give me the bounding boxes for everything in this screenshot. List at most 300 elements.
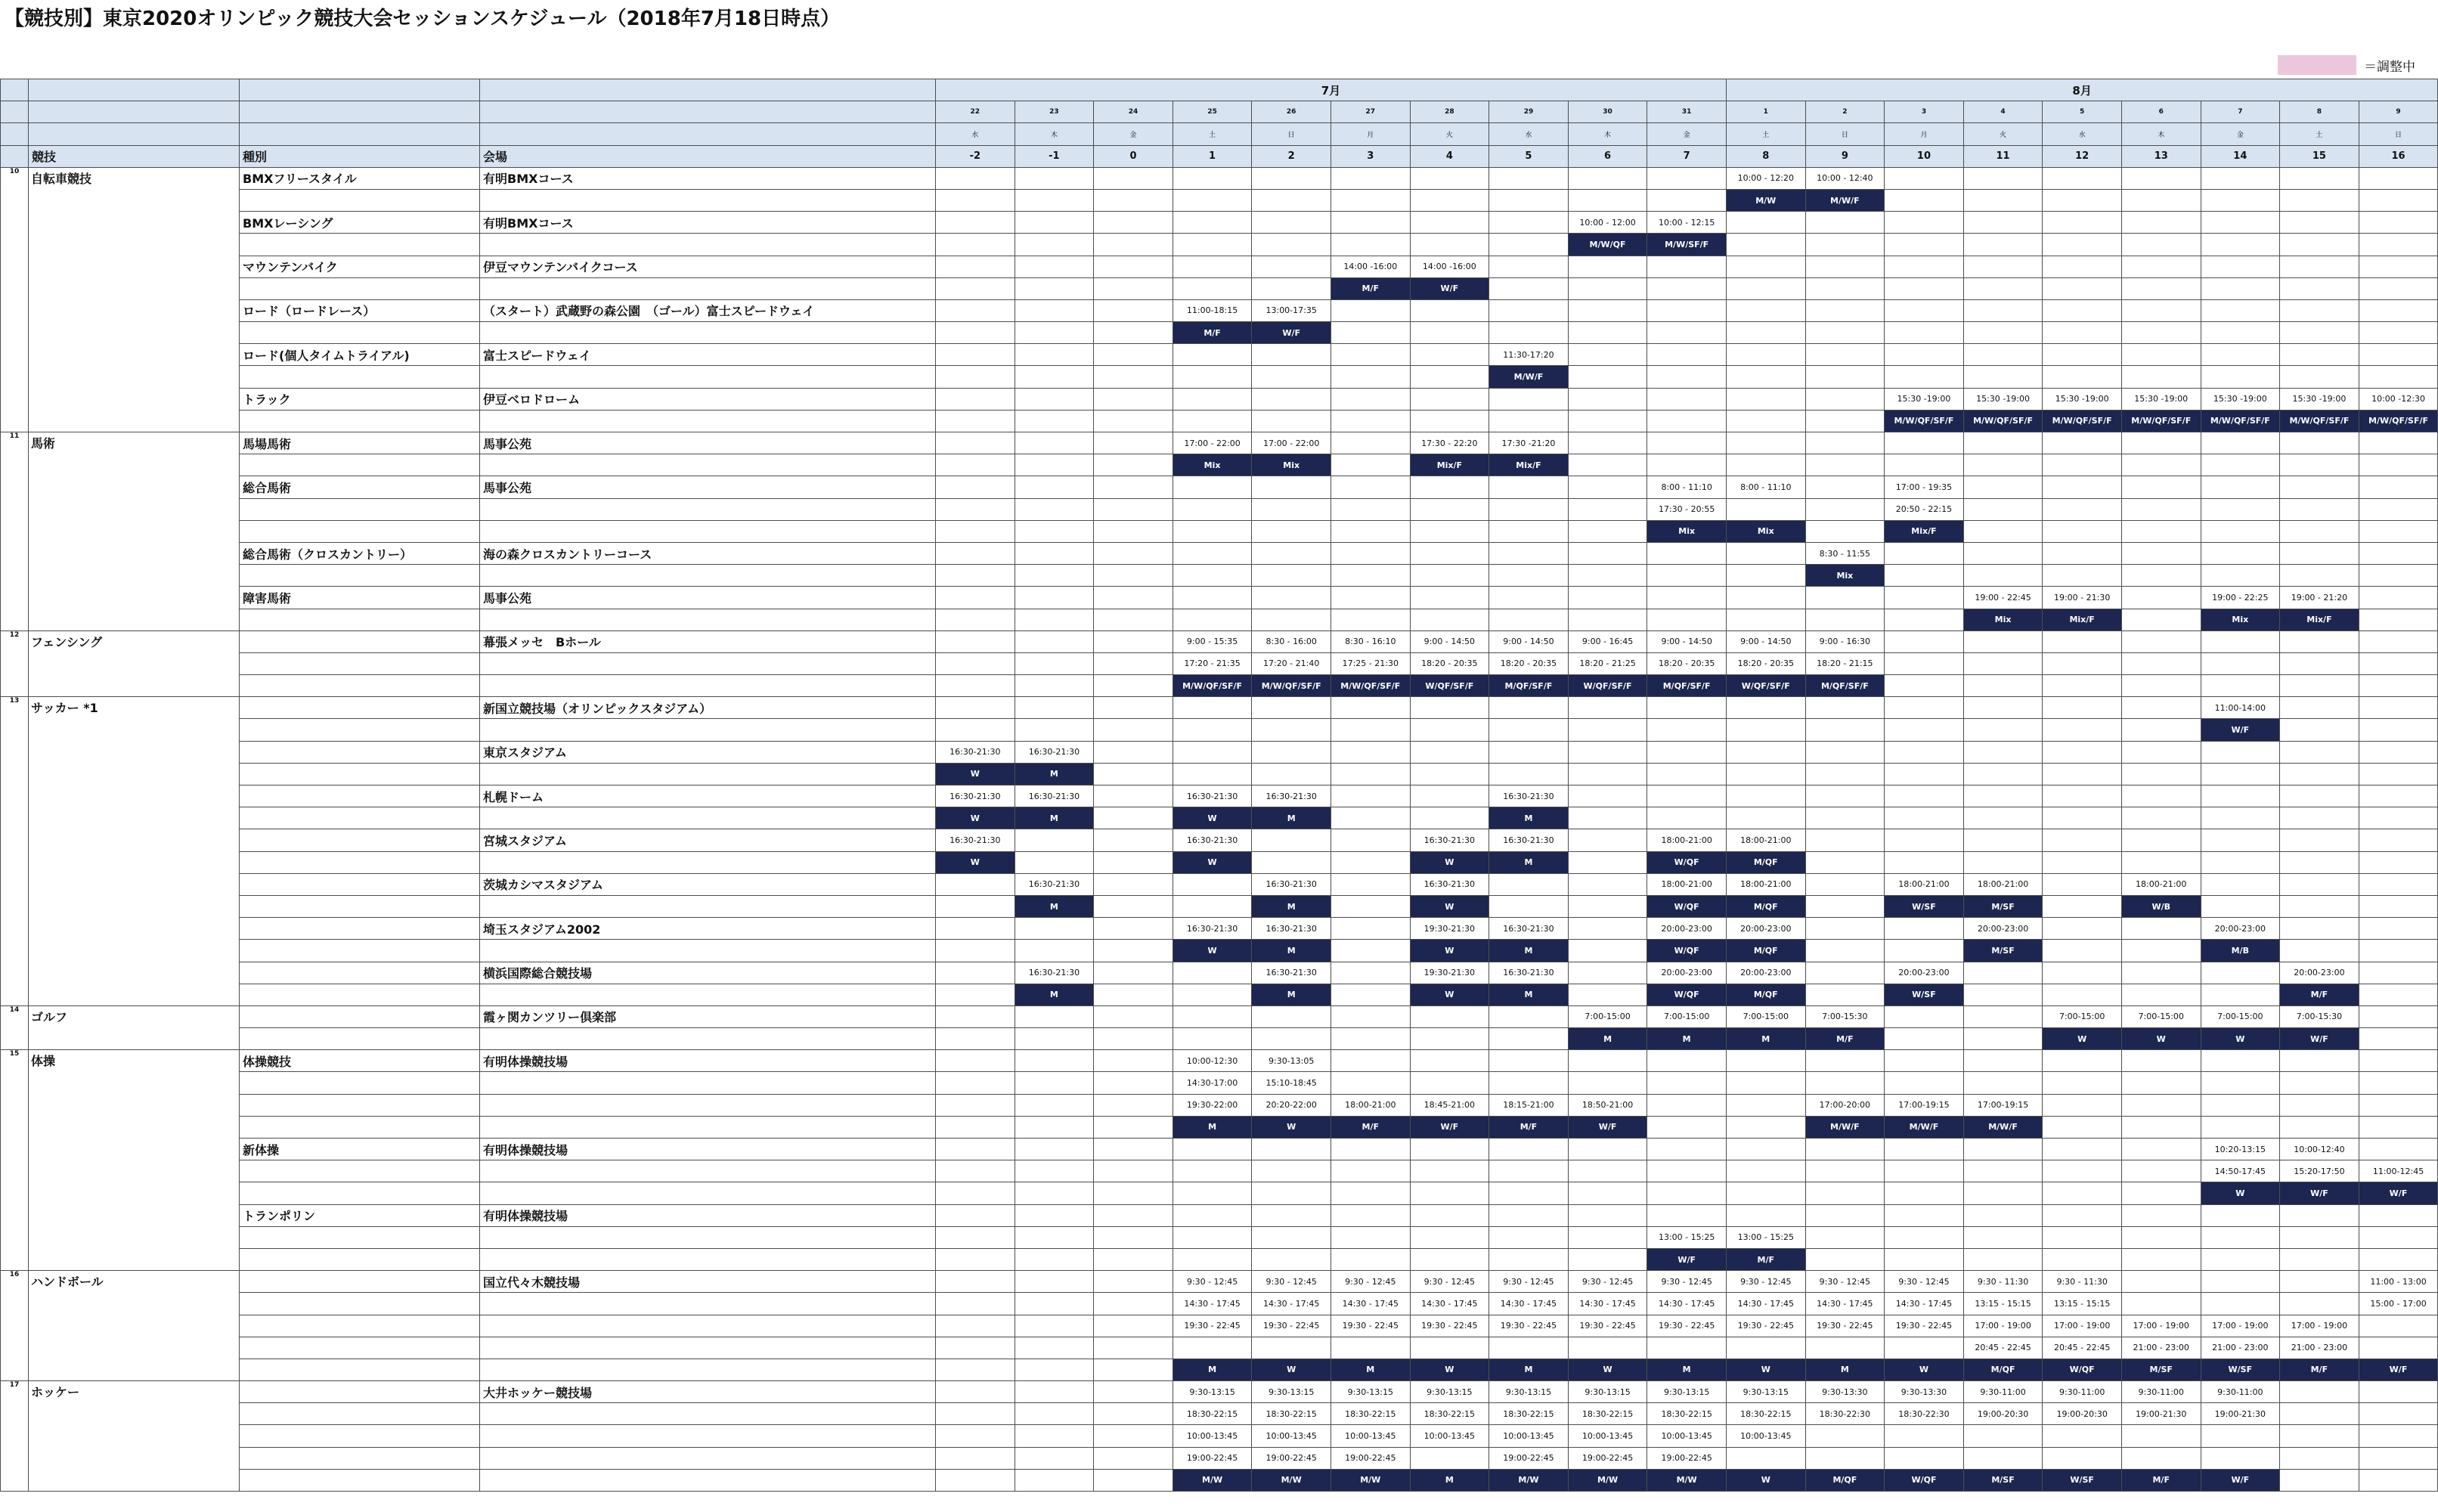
day-cell xyxy=(1647,741,1727,763)
venue-name: 大井ホッケー競技場 xyxy=(480,1381,936,1403)
session-label: M/W/QF xyxy=(1568,234,1647,256)
day-cell xyxy=(2280,785,2359,807)
event-type: 総合馬術（クロスカントリー） xyxy=(240,542,480,564)
day-cell xyxy=(1094,1447,1173,1469)
weekday-cell: 火 xyxy=(1963,123,2043,145)
session-time: 17:00-20:00 xyxy=(1805,1094,1885,1116)
session-label: M/QF/SF/F xyxy=(1805,675,1885,697)
day-cell xyxy=(1252,256,1331,277)
session-time: 17:00 - 19:35 xyxy=(1885,476,1964,498)
day-cell xyxy=(1015,1204,1094,1226)
table-row xyxy=(1,520,2438,542)
day-cell xyxy=(1885,631,1964,652)
venue-name: （スタート）武蔵野の森公園 （ゴール）富士スピードウェイ xyxy=(480,299,936,321)
day-cell xyxy=(1726,542,1805,564)
session-label: M/QF xyxy=(1726,851,1805,873)
relative-day-cell: 1 xyxy=(1173,145,1252,167)
date-cell: 3 xyxy=(1885,101,1964,123)
day-cell xyxy=(1489,1226,1569,1248)
day-cell xyxy=(1015,498,1094,520)
session-time: 17:00 - 22:00 xyxy=(1173,432,1252,454)
day-cell xyxy=(2043,652,2122,674)
day-cell xyxy=(936,697,1015,719)
session-time: 11:00-14:00 xyxy=(2201,697,2280,719)
sport-name: ハンドボール xyxy=(29,1271,240,1381)
table-row xyxy=(1,675,2438,697)
day-cell xyxy=(1805,940,1885,962)
day-cell xyxy=(1331,299,1410,321)
day-cell xyxy=(1094,829,1173,851)
relative-day-cell: -2 xyxy=(936,145,1015,167)
day-cell xyxy=(1410,807,1489,829)
day-cell xyxy=(1015,1028,1094,1050)
session-time: 19:00 - 21:20 xyxy=(2280,587,2359,609)
day-cell xyxy=(1647,763,1727,785)
day-cell xyxy=(1647,410,1727,432)
day-cell xyxy=(1568,895,1647,917)
day-cell xyxy=(2043,984,2122,1005)
session-time: 20:00-23:00 xyxy=(1647,962,1727,984)
table-row xyxy=(1,984,2438,1005)
day-cell xyxy=(1568,1248,1647,1270)
day-cell xyxy=(2201,299,2280,321)
day-cell xyxy=(1726,212,1805,234)
day-cell xyxy=(1568,366,1647,388)
day-cell xyxy=(1489,609,1569,631)
day-cell xyxy=(2280,167,2359,189)
day-cell xyxy=(1173,697,1252,719)
day-cell xyxy=(1094,520,1173,542)
day-cell xyxy=(1331,432,1410,454)
session-time: 10:00 -12:30 xyxy=(2359,388,2438,410)
event-type: 新体操 xyxy=(240,1139,480,1160)
day-cell xyxy=(2043,631,2122,652)
day-cell xyxy=(1568,498,1647,520)
date-cell: 8 xyxy=(2280,101,2359,123)
relative-day-cell: 0 xyxy=(1094,145,1173,167)
day-cell xyxy=(1252,1005,1331,1027)
day-cell xyxy=(1647,1204,1727,1226)
day-cell xyxy=(1963,366,2043,388)
day-cell xyxy=(1173,1160,1252,1182)
day-cell xyxy=(1410,299,1489,321)
day-cell xyxy=(1568,1226,1647,1248)
event-type xyxy=(240,189,480,211)
day-cell xyxy=(1094,344,1173,366)
event-type xyxy=(240,829,480,851)
day-cell xyxy=(1963,1005,2043,1027)
day-cell xyxy=(1015,609,1094,631)
date-cell: 23 xyxy=(1015,101,1094,123)
session-label: M/QF xyxy=(1963,1359,2043,1380)
day-cell xyxy=(1094,851,1173,873)
relative-day-cell: 10 xyxy=(1885,145,1964,167)
weekday-cell: 金 xyxy=(2201,123,2280,145)
day-cell xyxy=(2121,1204,2201,1226)
day-cell xyxy=(2201,1050,2280,1072)
day-cell xyxy=(1015,1359,1094,1380)
day-cell xyxy=(1331,1248,1410,1270)
day-cell xyxy=(1094,895,1173,917)
sport-number: 15 xyxy=(1,1050,29,1271)
day-cell xyxy=(1963,476,2043,498)
day-cell xyxy=(1094,1116,1173,1138)
session-time: 17:25 - 21:30 xyxy=(1331,652,1410,674)
relative-day-cell: 13 xyxy=(2121,145,2201,167)
day-cell xyxy=(1568,1182,1647,1204)
sport-name: ゴルフ xyxy=(29,1005,240,1049)
day-cell xyxy=(1410,498,1489,520)
session-time: 9:30 - 12:45 xyxy=(1805,1271,1885,1293)
venue-name xyxy=(480,895,936,917)
session-label: Mix/F xyxy=(2280,609,2359,631)
day-cell xyxy=(1568,410,1647,432)
day-cell xyxy=(1252,344,1331,366)
day-cell xyxy=(2359,1028,2438,1050)
day-cell xyxy=(2121,697,2201,719)
venue-name: 幕張メッセ Bホール xyxy=(480,631,936,652)
session-label: M/W/QF/SF/F xyxy=(1331,675,1410,697)
day-cell xyxy=(1489,1028,1569,1050)
day-cell xyxy=(1726,609,1805,631)
day-cell xyxy=(2201,1226,2280,1248)
day-cell xyxy=(1489,322,1569,344)
day-cell xyxy=(936,476,1015,498)
day-cell xyxy=(2201,1094,2280,1116)
day-cell xyxy=(1885,763,1964,785)
session-label: W/F xyxy=(1410,277,1489,299)
session-time: 17:00-19:15 xyxy=(1885,1094,1964,1116)
day-cell xyxy=(1568,277,1647,299)
day-cell xyxy=(2359,1094,2438,1116)
session-time: 16:30-21:30 xyxy=(1252,873,1331,895)
session-time: 9:30 - 12:45 xyxy=(1885,1271,1964,1293)
session-label: W xyxy=(2201,1028,2280,1050)
weekday-cell: 木 xyxy=(1568,123,1647,145)
day-cell xyxy=(1094,984,1173,1005)
day-cell xyxy=(1489,388,1569,410)
day-cell xyxy=(1885,940,1964,962)
table-row xyxy=(1,1248,2438,1270)
day-cell xyxy=(936,1337,1015,1359)
day-cell xyxy=(936,1315,1015,1337)
day-cell xyxy=(1963,520,2043,542)
day-cell xyxy=(1173,741,1252,763)
session-time: 20:20-22:00 xyxy=(1252,1094,1331,1116)
day-cell xyxy=(936,1469,1015,1491)
session-label: Mix/F xyxy=(1489,454,1569,476)
day-cell xyxy=(1885,189,1964,211)
sport-name: 馬術 xyxy=(29,432,240,631)
day-cell xyxy=(936,234,1015,256)
session-label: M/W xyxy=(1647,1469,1727,1491)
session-time: 17:00-19:15 xyxy=(1963,1094,2043,1116)
day-cell xyxy=(1410,1072,1489,1094)
venue-name xyxy=(480,1403,936,1425)
day-cell xyxy=(1963,167,2043,189)
session-time: 10:00 - 12:20 xyxy=(1726,167,1805,189)
session-time: 10:00 - 12:15 xyxy=(1647,212,1727,234)
table-row xyxy=(1,1359,2438,1380)
session-time: 14:30 - 17:45 xyxy=(1726,1293,1805,1315)
day-cell xyxy=(1568,609,1647,631)
day-cell xyxy=(2280,565,2359,587)
header-row-months xyxy=(1,79,2438,101)
day-cell xyxy=(1015,1072,1094,1094)
session-time: 9:30 - 11:30 xyxy=(2043,1271,2122,1293)
day-cell xyxy=(1331,719,1410,741)
session-time: 19:30-21:30 xyxy=(1410,962,1489,984)
day-cell xyxy=(1410,1050,1489,1072)
table-row xyxy=(1,631,2438,652)
table-row xyxy=(1,1469,2438,1491)
day-cell xyxy=(1252,234,1331,256)
day-cell xyxy=(2121,234,2201,256)
day-cell xyxy=(1331,542,1410,564)
day-cell xyxy=(1410,322,1489,344)
day-cell xyxy=(936,388,1015,410)
day-cell xyxy=(1885,212,1964,234)
session-label: M/W/SF/F xyxy=(1647,234,1727,256)
day-cell xyxy=(1805,1248,1885,1270)
session-time: 10:00-13:45 xyxy=(1173,1425,1252,1447)
session-time: 19:30-22:00 xyxy=(1173,1094,1252,1116)
day-cell xyxy=(2043,1182,2122,1204)
date-cell: 22 xyxy=(936,101,1015,123)
session-time: 14:30 - 17:45 xyxy=(1885,1293,1964,1315)
date-cell: 27 xyxy=(1331,101,1410,123)
day-cell xyxy=(1410,410,1489,432)
day-cell xyxy=(2121,454,2201,476)
day-cell xyxy=(2359,1337,2438,1359)
session-time: 20:00-23:00 xyxy=(1963,918,2043,940)
day-cell xyxy=(1410,542,1489,564)
day-cell xyxy=(1805,299,1885,321)
event-type xyxy=(240,454,480,476)
session-label: M/QF/SF/F xyxy=(1647,675,1727,697)
day-cell xyxy=(1805,454,1885,476)
day-cell xyxy=(2201,344,2280,366)
day-cell xyxy=(936,1116,1015,1138)
day-cell xyxy=(1805,1160,1885,1182)
session-time: 9:30-13:05 xyxy=(1252,1050,1331,1072)
date-cell: 7 xyxy=(2201,101,2280,123)
session-label: M/F xyxy=(2280,1359,2359,1380)
day-cell xyxy=(1331,1072,1410,1094)
day-cell xyxy=(1568,167,1647,189)
sport-name: ホッケー xyxy=(29,1381,240,1492)
day-cell xyxy=(1805,719,1885,741)
day-cell xyxy=(936,256,1015,277)
day-cell xyxy=(2121,1447,2201,1469)
event-type xyxy=(240,807,480,829)
day-cell xyxy=(1963,851,2043,873)
day-cell xyxy=(2201,256,2280,277)
session-time: 9:30-13:15 xyxy=(1647,1381,1727,1403)
day-cell xyxy=(936,1403,1015,1425)
session-time: 16:30-21:30 xyxy=(1173,829,1252,851)
date-cell: 9 xyxy=(2359,101,2438,123)
day-cell xyxy=(1015,1139,1094,1160)
session-time: 9:30 - 12:45 xyxy=(1647,1271,1727,1293)
day-cell xyxy=(2121,675,2201,697)
day-cell xyxy=(2280,1204,2359,1226)
day-cell xyxy=(936,366,1015,388)
session-time: 14:50-17:45 xyxy=(2201,1160,2280,1182)
day-cell xyxy=(1963,212,2043,234)
session-time: 10:00-12:30 xyxy=(1173,1050,1252,1072)
day-cell xyxy=(1410,212,1489,234)
day-cell xyxy=(2359,1469,2438,1491)
session-time: 10:00-13:45 xyxy=(1647,1425,1727,1447)
session-label: W xyxy=(1568,1359,1647,1380)
session-time: 10:00 - 12:00 xyxy=(1568,212,1647,234)
day-cell xyxy=(1015,520,1094,542)
session-time: 13:15 - 15:15 xyxy=(1963,1293,2043,1315)
day-cell xyxy=(936,1160,1015,1182)
day-cell xyxy=(1252,1226,1331,1248)
day-cell xyxy=(1963,189,2043,211)
session-label: M/QF xyxy=(1805,1469,1885,1491)
session-time: 10:00-13:45 xyxy=(1726,1425,1805,1447)
day-cell xyxy=(1331,189,1410,211)
table-row xyxy=(1,1204,2438,1226)
relative-day-cell: 2 xyxy=(1252,145,1331,167)
session-time: 10:00-13:45 xyxy=(1331,1425,1410,1447)
day-cell xyxy=(1173,1028,1252,1050)
day-cell xyxy=(1410,1337,1489,1359)
day-cell xyxy=(1173,167,1252,189)
day-cell xyxy=(1410,587,1489,609)
event-type: 体操競技 xyxy=(240,1050,480,1072)
event-type xyxy=(240,1160,480,1182)
session-label: M xyxy=(1331,1359,1410,1380)
day-cell xyxy=(2043,962,2122,984)
day-cell xyxy=(1726,565,1805,587)
day-cell xyxy=(1885,299,1964,321)
day-cell xyxy=(1963,1028,2043,1050)
day-cell xyxy=(1489,741,1569,763)
session-label: W xyxy=(936,807,1015,829)
event-type xyxy=(240,984,480,1005)
schedule-table xyxy=(0,79,2438,1492)
session-label: M/W xyxy=(1489,1469,1569,1491)
date-cell: 30 xyxy=(1568,101,1647,123)
session-label: W xyxy=(1410,1359,1489,1380)
day-cell xyxy=(1647,299,1727,321)
day-cell xyxy=(2280,189,2359,211)
day-cell xyxy=(936,498,1015,520)
day-cell xyxy=(2359,212,2438,234)
day-cell xyxy=(1015,432,1094,454)
session-label: W xyxy=(1410,851,1489,873)
day-cell xyxy=(1885,785,1964,807)
day-cell xyxy=(1015,1248,1094,1270)
session-time: 14:30 - 17:45 xyxy=(1410,1293,1489,1315)
day-cell xyxy=(1489,1182,1569,1204)
day-cell xyxy=(1331,851,1410,873)
day-cell xyxy=(1489,763,1569,785)
day-cell xyxy=(2359,432,2438,454)
relative-day-cell: 6 xyxy=(1568,145,1647,167)
day-cell xyxy=(2121,565,2201,587)
day-cell xyxy=(2359,189,2438,211)
day-cell xyxy=(2359,962,2438,984)
day-cell xyxy=(1647,167,1727,189)
table-row xyxy=(1,1139,2438,1160)
day-cell xyxy=(1568,1204,1647,1226)
session-time: 9:30 - 11:30 xyxy=(1963,1271,2043,1293)
day-cell xyxy=(1885,1182,1964,1204)
day-cell xyxy=(2280,763,2359,785)
event-type xyxy=(240,918,480,940)
day-cell xyxy=(1173,542,1252,564)
day-cell xyxy=(1647,322,1727,344)
day-cell xyxy=(1489,542,1569,564)
session-time: 17:00 - 19:00 xyxy=(2280,1315,2359,1337)
venue-name xyxy=(480,1359,936,1380)
day-cell xyxy=(936,432,1015,454)
day-cell xyxy=(1015,1116,1094,1138)
session-time: 16:30-21:30 xyxy=(1410,873,1489,895)
day-cell xyxy=(1726,1447,1805,1469)
day-cell xyxy=(1963,719,2043,741)
session-label: W/F xyxy=(1252,322,1331,344)
weekday-cell: 金 xyxy=(1094,123,1173,145)
day-cell xyxy=(1885,675,1964,697)
date-cell: 5 xyxy=(2043,101,2122,123)
day-cell xyxy=(1726,388,1805,410)
day-cell xyxy=(1726,344,1805,366)
day-cell xyxy=(2201,807,2280,829)
day-cell xyxy=(1568,719,1647,741)
day-cell xyxy=(1568,940,1647,962)
day-cell xyxy=(1173,1139,1252,1160)
table-row xyxy=(1,212,2438,234)
event-type: トランポリン xyxy=(240,1204,480,1226)
day-cell xyxy=(1094,299,1173,321)
session-time: 18:00-21:00 xyxy=(1963,873,2043,895)
day-cell xyxy=(2280,1094,2359,1116)
day-cell xyxy=(1094,631,1173,652)
day-cell xyxy=(1726,1182,1805,1204)
session-label: M/F xyxy=(2121,1469,2201,1491)
session-label: Mix xyxy=(1805,565,1885,587)
event-type xyxy=(240,1072,480,1094)
day-cell xyxy=(1805,1204,1885,1226)
day-cell xyxy=(1015,1005,1094,1027)
day-cell xyxy=(2201,542,2280,564)
day-cell xyxy=(1805,388,1885,410)
table-row xyxy=(1,410,2438,432)
day-cell xyxy=(2280,719,2359,741)
day-cell xyxy=(1252,520,1331,542)
day-cell xyxy=(1489,189,1569,211)
day-cell xyxy=(1726,741,1805,763)
day-cell xyxy=(1252,410,1331,432)
session-time: 13:00 - 15:25 xyxy=(1647,1226,1727,1248)
day-cell xyxy=(1094,785,1173,807)
session-label: M xyxy=(1252,940,1331,962)
session-time: 19:00 - 22:45 xyxy=(1963,587,2043,609)
day-cell xyxy=(1094,1028,1173,1050)
table-row xyxy=(1,895,2438,917)
session-label: W/SF xyxy=(2201,1359,2280,1380)
sport-number: 12 xyxy=(1,631,29,697)
day-cell xyxy=(1331,918,1410,940)
day-cell xyxy=(2121,652,2201,674)
session-time: 19:00-22:45 xyxy=(1489,1447,1569,1469)
